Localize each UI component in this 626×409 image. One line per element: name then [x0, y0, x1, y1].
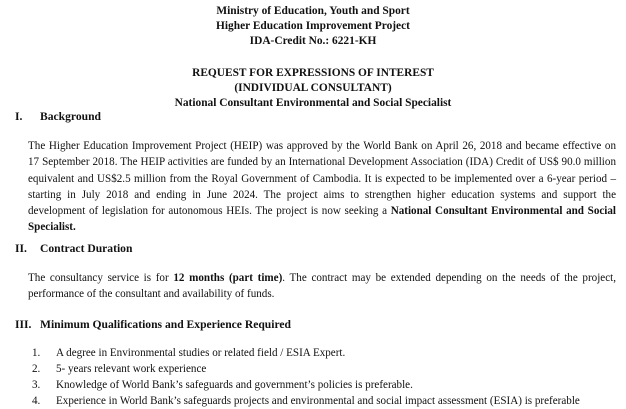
credit-number: IDA-Credit No.: 6221-KH [249, 35, 377, 47]
background-paragraph [28, 138, 616, 236]
title-line-3: National Consultant Environmental and Social Specialist [174, 97, 452, 109]
list-item [32, 393, 618, 409]
section-heading-contract [15, 241, 132, 256]
section-title: Contract Duration [40, 242, 133, 255]
paragraph-line [28, 203, 616, 219]
paragraph-line: 17 September 2018. The HEIP activities are funded by an International Development Association (IDA) Credit of US$ 90.0 million [28, 156, 616, 169]
paragraph-line [28, 219, 616, 235]
paragraph-text: development of legislation for autonomous HEIs. The project is now seeking a [28, 205, 391, 218]
section-heading-qualifications [15, 317, 291, 332]
list-item-number: 4. [32, 395, 41, 408]
duration-bold: 12 months (part time) [173, 272, 283, 284]
paragraph-line: performance of the consultant and availability of funds. [28, 288, 275, 301]
paragraph-line: equivalent and US$2.5 million from the Royal Government of Cambodia. It is expected to be implemented over a 6-year period – [28, 172, 616, 185]
section-title: Background [40, 110, 101, 123]
list-item [32, 377, 618, 393]
section-number: III. [15, 318, 32, 331]
list-item-text: Knowledge of World Bank’s safeguards and government’s policies is preferable. [56, 379, 413, 392]
section-number: I. [15, 110, 23, 123]
ministry-name: Ministry of Education, Youth and Sport [216, 5, 410, 17]
list-item-number: 2. [32, 363, 41, 376]
list-item-text: A degree in Environmental studies or related field / ESIA Expert. [56, 347, 346, 359]
qualifications-list [32, 345, 618, 409]
project-name: Higher Education Improvement Project [216, 20, 410, 32]
paragraph-line: starting in July 2018 and ending in June 2024. The project aims to strengthen higher education systems and support the [28, 188, 616, 201]
list-item-number: 3. [32, 379, 41, 392]
list-item-number: 1. [32, 347, 41, 359]
title-line-2: (INDIVIDUAL CONSULTANT) [234, 82, 392, 94]
contract-paragraph [28, 270, 616, 303]
paragraph-line: The Higher Education Improvement Project (HEIP) was approved by the World Bank on April 26, 2018 and became effective on [28, 140, 616, 152]
paragraph-text: The consultancy service is for [28, 272, 174, 284]
section-number: II. [15, 242, 27, 255]
paragraph-line [28, 270, 616, 286]
section-title: Minimum Qualifications and Experience Required [40, 318, 291, 331]
position-title-bold: National Consultant Environmental and Social [390, 205, 616, 218]
section-heading-background [15, 109, 101, 124]
paragraph-text: . The contract may be extended depending on the needs of the project, [282, 272, 616, 284]
list-item-text: 5- years relevant work experience [56, 363, 207, 376]
title-line-1: REQUEST FOR EXPRESSIONS OF INTEREST [192, 67, 434, 79]
list-item [32, 345, 618, 361]
position-title-bold-continued: Specialist. [28, 221, 76, 234]
list-item [32, 361, 618, 377]
list-item-text: Experience in World Bank’s safeguards projects and environmental and social impact assessment (ESIA) is preferable [56, 395, 580, 408]
